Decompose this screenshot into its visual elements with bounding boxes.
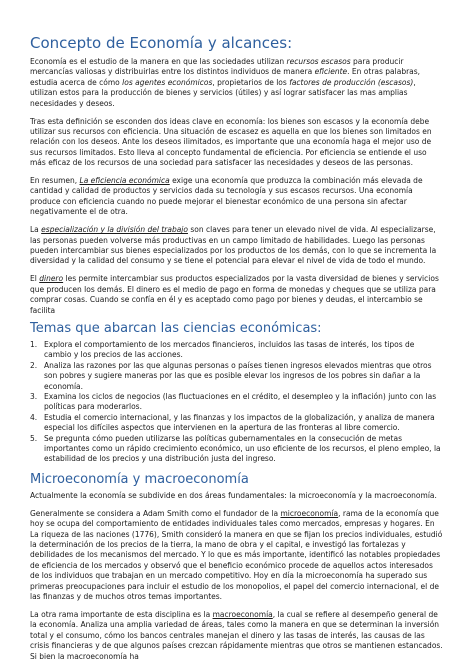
text-run: , rama de la economía que hoy se ocupa del comportamiento de entidades individuales tales como mercados, empresas y hogares. En La riqueza de las naciones (1776), Smith consideró la manera en que se fijan los precios individuales, estudió la determinación de los precios de la tierra, la mano de obra y el capital, e investigó las fortalezas y debilidades de los mecanismos del mercado. Y lo que es más importante, identificó las notables propiedades de eficiencia de los mercados y observó que el beneficio económico procede de aquellos actos interesados de los individuos que trabajan en un mercado competitivo. Hoy en día la microeconomía ha superado sus primeras preocupaciones para incluir el estudio de los monopolios, el papel del comercio internacional, el de las finanzas y de muchos otros temas importantes. bbox=[30, 508, 443, 601]
italic-run: eficiente bbox=[314, 67, 348, 77]
text-run: . En otras palabras, estudia acerca de cómo bbox=[30, 67, 421, 87]
paragraph-subdivision: Actualmente la economía se subdivide en dos áreas fundamentales: la microeconomía y la macroeconomía. bbox=[30, 490, 437, 500]
paragraph-efficiency bbox=[30, 176, 444, 218]
paragraph-money bbox=[30, 274, 444, 316]
italic-run: los agentes económicos bbox=[122, 77, 213, 87]
list-item bbox=[30, 340, 444, 361]
text-run: les permite intercambiar sus productos especializados por la vasta diversidad de bienes y servicios que producen los demás. El dinero es el medio de pago en forma de monedas y cheques que se utiliza para comprar cosas. Cuando se confía en él y es aceptado como pago por bienes y deudas, el intercambio se facilita bbox=[30, 274, 439, 315]
underlined-term: especialización y la división del trabajo bbox=[41, 225, 188, 235]
list-text: Se pregunta cómo pueden utilizarse las políticas gubernamentales en la consecución de metas importantes como un rápido crecimiento económico, un uso eficiente de los recursos, el pleno empleo, la estabilidad de los precios y una distribución justa del ingreso. bbox=[44, 433, 441, 464]
underlined-term: microeconomía bbox=[280, 508, 339, 518]
text-run: La otra rama importante de esta disciplina es la bbox=[30, 609, 213, 619]
topics-list bbox=[30, 340, 444, 465]
text-run: En resumen, bbox=[30, 176, 80, 186]
page-title: Concepto de Economía y alcances: bbox=[30, 34, 293, 52]
list-text: Estudia el comercio internacional, y las finanzas y los impactos de la globalización, y analiza de manera especial los difíciles aspectos que intervienen en la apertura de las fronteras al libre comercio. bbox=[44, 412, 435, 433]
text-run: , la cual se refiere al desempeño general de la economía. Analiza una amplia variedad de áreas, tales como la manera en que se determinan la inversión total y el consumo, cómo los bancos centrales manejan el dinero y las tasas de interés, las causas de las crisis financieras y de que algunos países crezcan rápidamente mientras que otros se mantienen estancados. Si bien la macroeconomía ha bbox=[30, 609, 443, 661]
section-heading-temas: Temas que abarcan las ciencias económicas: bbox=[30, 320, 322, 336]
list-item bbox=[30, 413, 444, 434]
text-run: son claves para tener un elevado nivel de vida. Al especializarse, las personas pueden volverse más productivas en un campo limitado de habilidades. Luego las personas pueden intercambiar sus bienes especializados por los productos de los demás, con lo que se incrementa la diversidad y la calidad del consumo y se tiene el potencial para elevar el nivel de vida de todo el mundo. bbox=[30, 225, 437, 266]
list-number: 1. bbox=[30, 339, 38, 349]
paragraph-specialization bbox=[30, 225, 444, 267]
list-item bbox=[30, 361, 444, 392]
paragraph-definition bbox=[30, 57, 444, 109]
text-run: La bbox=[30, 225, 42, 235]
paragraph-scarcity: Tras esta definición se esconden dos ideas clave en economía: los bienes son escasos y la economía debe utilizar sus recursos con eficiencia. Una situación de escasez es aquella en que los bienes son limitados en relación con los deseos. Ante los deseos ilimitados, es importante que una economía haga el mejor uso de sus recursos limitados. Esto lleva al concepto fundamental de eficiencia. Por eficiencia se entiende el uso más eficaz de los recursos de una sociedad para satisfacer las necesidades y deseos de las personas. bbox=[30, 116, 432, 168]
list-text: Analiza las razones por las que algunas personas o países tienen ingresos elevados mientras que otros son pobres y sugiere maneras por las que es posible elevar los ingresos de los pobres sin dañar a la economía. bbox=[44, 360, 432, 391]
text-run: exige una economía que produzca la combinación más elevada de cantidad y calidad de productos y servicios dada su tecnología y sus escasos recursos. Una economía produce con eficiencia cuando no puede mejorar el bienestar económico de una persona sin afectar negativamente el de otra. bbox=[30, 176, 423, 217]
list-text: Explora el comportamiento de los mercados financieros, incluidos las tasas de interés, los tipos de cambio y los precios de las acciones. bbox=[44, 339, 415, 360]
list-item bbox=[30, 392, 444, 413]
text-run: , propietarios de los bbox=[212, 77, 290, 87]
list-text: Examina los ciclos de negocios (las fluctuaciones en el crédito, el desempleo y la inflación) junto con las políticas para moderarlos. bbox=[44, 391, 437, 412]
underlined-term: La eficiencia económica bbox=[79, 176, 170, 186]
paragraph-macroeconomics bbox=[30, 610, 444, 662]
list-number: 2. bbox=[30, 360, 38, 370]
text-run: para producir mercancías valiosas y distribuirlas entre los distintos individuos de manera bbox=[30, 57, 404, 77]
section-heading-micro-macro: Microeconomía y macroeconomía bbox=[30, 471, 249, 487]
italic-run: factores de producción (escasos) bbox=[289, 77, 414, 87]
list-number: 4. bbox=[30, 412, 38, 422]
text-run: , utilizan estos para la producción de bienes y servicios (útiles) y así lograr satisfacer las mas amplias necesidades y deseos. bbox=[30, 77, 416, 108]
list-number: 5. bbox=[30, 433, 38, 443]
underlined-term: dinero bbox=[39, 274, 64, 284]
list-item bbox=[30, 434, 444, 465]
list-number: 3. bbox=[30, 391, 38, 401]
text-run: Generalmente se considera a Adam Smith como el fundador de la bbox=[30, 508, 281, 518]
text-run: El bbox=[30, 274, 40, 284]
italic-run: recursos escasos bbox=[286, 57, 351, 66]
underlined-term: macroeconomía bbox=[212, 609, 273, 619]
paragraph-microeconomics bbox=[30, 509, 444, 603]
text-run: Economía es el estudio de la manera en que las sociedades utilizan bbox=[30, 57, 287, 66]
